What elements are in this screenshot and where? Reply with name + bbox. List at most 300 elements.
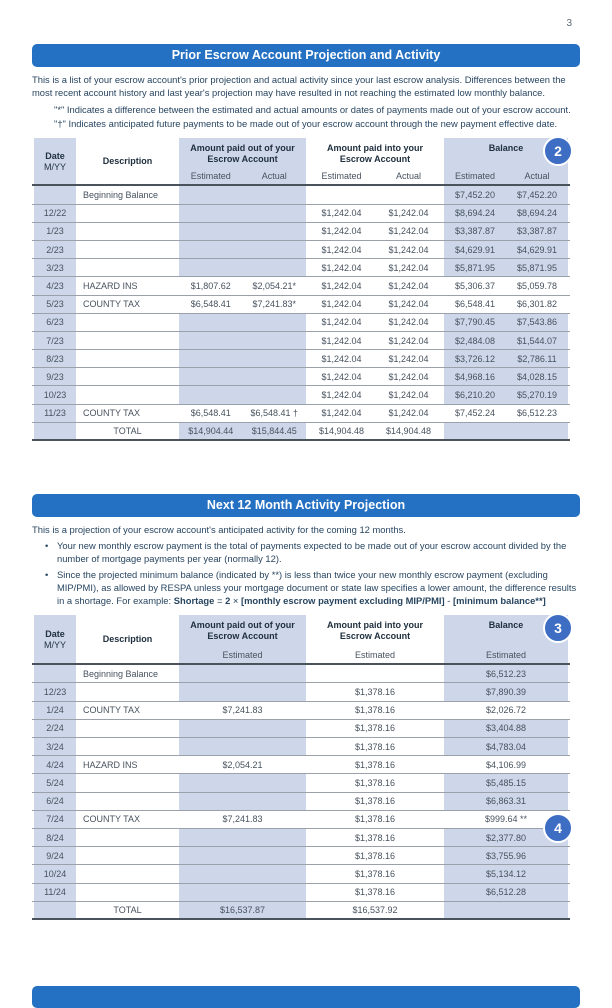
- cell-balance-estimated: $4,106.99: [485, 759, 527, 770]
- cell-date: [32, 423, 78, 439]
- cell-group-balance: [442, 665, 570, 682]
- cell-group-paid-in: [308, 720, 442, 737]
- cell-group-paid-out: [177, 386, 308, 403]
- cell-group-balance: [442, 314, 570, 331]
- bullet-marker: •: [45, 540, 49, 552]
- cell-group-balance: [442, 683, 570, 700]
- cell-date: 1/24: [32, 702, 78, 719]
- note-line: "†" Indicates anticipated future payments to be made out of your escrow account through the new payment effective date.: [54, 117, 558, 129]
- cell-paid-out-estimated: $6,548.41: [190, 299, 231, 310]
- bullet-plain-text: =: [214, 595, 226, 607]
- cell-balance-actual: $5,059.78: [516, 280, 558, 291]
- cell-paid-out-estimated: [179, 793, 306, 810]
- cell-paid-in-estimated: $1,378.16: [354, 814, 396, 825]
- cell-paid-out-estimated: [179, 829, 306, 846]
- cell-paid-out-actual: $6,548.41 †: [250, 408, 299, 419]
- table-row: [32, 884, 570, 902]
- cell-balance-estimated: $7,890.39: [485, 687, 527, 698]
- table-row: [32, 386, 570, 404]
- cell-date: 7/24: [32, 811, 78, 828]
- bullet-plain-text: -: [444, 595, 453, 607]
- table-row: [32, 811, 570, 829]
- cell-group-balance: [442, 332, 570, 349]
- cell-paid-in-estimated: $1,242.04: [321, 408, 362, 419]
- header-paid-in-actual: Actual: [395, 171, 421, 182]
- cell-description: [78, 884, 177, 901]
- cell-group-balance: [442, 350, 570, 367]
- next-section-banner: Next 12 Month Activity Projection: [32, 494, 580, 517]
- table-row: [32, 223, 570, 241]
- cell-date: [32, 665, 78, 682]
- header-paid-out-estimated: Estimated: [190, 171, 231, 182]
- cell-description: [78, 259, 177, 276]
- header-paid-in-estimated: Estimated: [321, 171, 362, 182]
- formula-bold-text: 2: [225, 595, 231, 607]
- table-row: [32, 205, 570, 223]
- cell-group-paid-in: [308, 368, 442, 385]
- cell-date: 11/24: [32, 884, 78, 901]
- cell-balance-actual: $3,387.87: [516, 226, 558, 237]
- cell-paid-in-estimated: $1,378.16: [354, 687, 396, 698]
- cell-group-balance: [442, 405, 570, 422]
- next-table-header: [32, 615, 570, 665]
- cell-group-paid-out: [177, 314, 308, 331]
- table-row: [32, 702, 570, 720]
- cell-date: 10/23: [32, 386, 78, 403]
- cell-group-paid-in: [308, 186, 442, 203]
- cell-group-paid-in: [308, 350, 442, 367]
- cell-description: COUNTY TAX: [83, 408, 141, 419]
- cell-group-balance: [442, 738, 570, 755]
- cell-group-paid-out: [177, 702, 308, 719]
- cell-paid-in-estimated: $1,378.16: [354, 832, 396, 843]
- cell-group-paid-out: [177, 368, 308, 385]
- cell-balance-estimated: $4,783.04: [485, 741, 527, 752]
- cell-balance-estimated: $5,306.37: [454, 280, 496, 291]
- cell-description: [78, 793, 177, 810]
- table-row: [32, 241, 570, 259]
- table-row: [32, 902, 570, 920]
- cell-paid-out-estimated: [179, 847, 306, 864]
- prior-section-banner: Prior Escrow Account Projection and Activity: [32, 44, 580, 67]
- header-description: Description: [102, 634, 153, 644]
- cell-date: 2/23: [32, 241, 78, 258]
- table-row: [32, 738, 570, 756]
- cell-paid-out-actual: [243, 241, 307, 258]
- header-balance-group: Balance Estimated Actual: [442, 138, 570, 184]
- cell-date: [32, 186, 78, 203]
- header-paid-out-group: Amount paid out of your Escrow Account Estimated Actual: [177, 138, 308, 184]
- cell-group-balance: [442, 756, 570, 773]
- cell-paid-in-actual: $1,242.04: [388, 280, 429, 291]
- cell-paid-in-actual: $1,242.04: [388, 353, 429, 364]
- cell-group-paid-out: [177, 277, 308, 294]
- cell-group-paid-in: [308, 665, 442, 682]
- cell-date: 12/23: [32, 683, 78, 700]
- cell-group-balance: [442, 702, 570, 719]
- cell-paid-in-actual: $1,242.04: [388, 335, 429, 346]
- cell-description: [78, 865, 177, 882]
- header-paid-in-group: Amount paid into your Escrow Account Estimated Actual: [308, 138, 442, 184]
- cell-group-paid-in: [308, 223, 442, 240]
- bullet-text-shortage-formula: [57, 568, 580, 608]
- table-row: [32, 277, 570, 295]
- cell-paid-in-actual: $1,242.04: [388, 262, 429, 273]
- note-line: "*" Indicates a difference between the estimated and actual amounts or dates of payments made out of your escrow account.: [54, 104, 571, 116]
- cell-group-paid-out: [177, 259, 308, 276]
- next-page-section-banner-partial: [32, 986, 580, 1008]
- cell-paid-in-estimated: $1,242.04: [321, 371, 362, 382]
- header-paid-out-group: Amount paid out of your Escrow Account Estimated: [177, 615, 308, 663]
- cell-group-paid-in: [308, 829, 442, 846]
- cell-group-paid-in: [308, 386, 442, 403]
- cell-balance-estimated: $2,026.72: [485, 705, 527, 716]
- cell-date: 2/24: [32, 720, 78, 737]
- cell-paid-out-estimated: [179, 259, 243, 276]
- cell-balance-estimated: [444, 902, 568, 918]
- cell-description: Beginning Balance: [83, 190, 159, 200]
- cell-group-balance: [442, 186, 570, 203]
- cell-paid-out-estimated: [179, 665, 306, 682]
- cell-balance-estimated: $7,452.24: [454, 408, 496, 419]
- cell-group-balance: [442, 720, 570, 737]
- cell-balance-estimated: $4,968.16: [454, 371, 496, 382]
- cell-balance-estimated: $2,484.08: [454, 335, 496, 346]
- next-projection-table: [32, 615, 570, 920]
- cell-paid-out-estimated: $2,054.21: [222, 759, 263, 770]
- cell-date: 10/24: [32, 865, 78, 882]
- table-row: [32, 774, 570, 792]
- cell-paid-out-estimated: [179, 186, 243, 203]
- cell-description: COUNTY TAX: [83, 299, 141, 310]
- callout-badge-4: 4: [543, 813, 573, 843]
- cell-description: COUNTY TAX: [83, 814, 141, 825]
- cell-paid-in-actual: $1,242.04: [388, 208, 429, 219]
- cell-paid-out-estimated: [179, 350, 243, 367]
- cell-paid-out-actual: $15,844.45: [251, 425, 297, 436]
- cell-date: 8/24: [32, 829, 78, 846]
- cell-group-paid-in: [308, 296, 442, 313]
- cell-group-paid-out: [177, 756, 308, 773]
- cell-group-paid-in: [308, 902, 442, 918]
- cell-group-paid-out: [177, 223, 308, 240]
- cell-paid-in-actual: $1,242.04: [388, 317, 429, 328]
- header-balance-estimated: Estimated: [485, 650, 527, 661]
- header-date: Date M/YY: [32, 615, 78, 663]
- cell-paid-in-estimated: $1,242.04: [321, 226, 362, 237]
- cell-group-paid-in: [308, 865, 442, 882]
- cell-balance-estimated: $6,210.20: [454, 390, 496, 401]
- table-row: [32, 865, 570, 883]
- cell-balance-actual: $6,512.23: [516, 408, 558, 419]
- header-balance-group: Balance Estimated: [442, 615, 570, 663]
- cell-balance-actual: $5,270.19: [516, 390, 558, 401]
- cell-description: [78, 205, 177, 222]
- cell-paid-out-estimated: [179, 386, 243, 403]
- cell-group-paid-out: [177, 847, 308, 864]
- header-paid-out-actual: Actual: [261, 171, 287, 182]
- cell-group-balance: [442, 847, 570, 864]
- callout-badge-3: 3: [543, 613, 573, 643]
- cell-balance-actual: $5,871.95: [516, 262, 558, 273]
- cell-paid-out-actual: $7,241.83*: [252, 299, 297, 310]
- cell-group-paid-in: [308, 683, 442, 700]
- cell-paid-out-actual: [243, 205, 307, 222]
- table-row: [32, 793, 570, 811]
- cell-description: Beginning Balance: [83, 668, 159, 679]
- cell-group-balance: [442, 884, 570, 901]
- cell-group-paid-out: [177, 350, 308, 367]
- header-date: Date M/YY: [32, 138, 78, 184]
- cell-group-paid-out: [177, 296, 308, 313]
- table-row: [32, 665, 570, 683]
- cell-paid-out-estimated: [179, 332, 243, 349]
- cell-group-paid-in: [308, 277, 442, 294]
- prior-section-intro: This is a list of your escrow account's prior projection and actual activity since your last escrow analysis. Differences between the most recent account history and last year's projection may have resulted in not reaching the estimated low monthly balance.: [32, 74, 566, 99]
- cell-group-paid-in: [308, 702, 442, 719]
- cell-balance-estimated: $3,404.88: [485, 723, 527, 734]
- cell-paid-in-estimated: $1,378.16: [354, 705, 396, 716]
- cell-paid-out-estimated: $6,548.41: [190, 408, 231, 419]
- cell-group-paid-out: [177, 720, 308, 737]
- cell-paid-out-estimated: $1,807.62: [190, 280, 231, 291]
- cell-balance-estimated: $3,726.12: [454, 353, 496, 364]
- cell-paid-in-estimated: $1,378.16: [354, 723, 396, 734]
- cell-paid-out-estimated: [179, 314, 243, 331]
- next-section-bullets: [32, 539, 580, 607]
- cell-paid-in-estimated: [308, 665, 442, 682]
- cell-group-paid-in: [308, 738, 442, 755]
- cell-balance-estimated: $6,512.28: [485, 887, 527, 898]
- cell-paid-out-estimated: [179, 865, 306, 882]
- cell-date: 3/23: [32, 259, 78, 276]
- table-row: [32, 847, 570, 865]
- cell-group-balance: [442, 368, 570, 385]
- cell-paid-out-actual: [243, 259, 307, 276]
- bullet-marker: •: [45, 568, 49, 580]
- prior-activity-table: [32, 138, 570, 441]
- cell-group-paid-in: [308, 205, 442, 222]
- cell-balance-estimated: $5,134.12: [485, 868, 527, 879]
- cell-balance-estimated: $5,485.15: [485, 777, 527, 788]
- page-number: 3: [566, 18, 572, 29]
- table-row: [32, 259, 570, 277]
- cell-group-paid-out: [177, 774, 308, 791]
- cell-group-paid-out: [177, 405, 308, 422]
- prior-table-header: [32, 138, 570, 186]
- cell-date: 4/24: [32, 756, 78, 773]
- cell-paid-in-estimated: $1,242.04: [321, 208, 362, 219]
- cell-balance-estimated: $6,863.31: [485, 796, 527, 807]
- cell-group-balance: [442, 205, 570, 222]
- cell-date: 12/22: [32, 205, 78, 222]
- cell-group-paid-in: [308, 259, 442, 276]
- cell-paid-out-estimated: $14,904.44: [188, 425, 234, 436]
- cell-paid-in-estimated: $14,904.48: [318, 425, 365, 436]
- cell-group-balance: [442, 259, 570, 276]
- cell-description: [78, 332, 177, 349]
- cell-paid-in-estimated: $1,242.04: [321, 335, 362, 346]
- cell-group-paid-out: [177, 811, 308, 828]
- header-balance-estimated: Estimated: [454, 171, 496, 182]
- table-row: [32, 756, 570, 774]
- cell-date: [32, 902, 78, 918]
- cell-balance-estimated: $2,377.80: [485, 832, 527, 843]
- table-row: [32, 332, 570, 350]
- cell-paid-in-estimated: $1,378.16: [354, 887, 396, 898]
- cell-date: 5/23: [32, 296, 78, 313]
- cell-group-paid-in: [308, 332, 442, 349]
- cell-paid-out-actual: [243, 332, 307, 349]
- cell-date: 3/24: [32, 738, 78, 755]
- cell-date: 4/23: [32, 277, 78, 294]
- cell-balance-actual: $4,028.15: [516, 371, 558, 382]
- table-row: [32, 296, 570, 314]
- formula-bold-text: Shortage: [173, 595, 215, 607]
- formula-bold-text: [minimum balance**]: [453, 595, 546, 607]
- cell-group-paid-out: [177, 205, 308, 222]
- cell-description: TOTAL: [113, 425, 142, 436]
- cell-description: [78, 720, 177, 737]
- cell-balance-estimated: $999.64 **: [484, 814, 528, 825]
- cell-paid-in-estimated: $1,242.04: [321, 280, 362, 291]
- cell-date: 7/23: [32, 332, 78, 349]
- cell-paid-in-estimated: $1,242.04: [321, 353, 362, 364]
- next-section-intro: This is a projection of your escrow account's anticipated activity for the coming 12 months.: [32, 524, 406, 536]
- table-row: [32, 683, 570, 701]
- cell-group-paid-out: [177, 738, 308, 755]
- cell-group-paid-in: [308, 241, 442, 258]
- cell-group-paid-in: [308, 884, 442, 901]
- cell-group-balance: [442, 902, 570, 918]
- cell-paid-out-estimated: [179, 774, 306, 791]
- cell-description: [78, 350, 177, 367]
- cell-group-balance: [442, 223, 570, 240]
- cell-balance-estimated: $3,387.87: [454, 226, 496, 237]
- cell-date: 8/23: [32, 350, 78, 367]
- bullet-text: Your new monthly escrow payment is the total of payments expected to be made out of your escrow account divided by the number of mortgage payments per year (normally 12).: [57, 540, 567, 565]
- cell-balance-estimated: $4,629.91: [454, 244, 496, 255]
- cell-description: [78, 368, 177, 385]
- cell-paid-in-estimated: $1,378.16: [354, 868, 396, 879]
- cell-date: 1/23: [32, 223, 78, 240]
- callout-badge-2: 2: [543, 136, 573, 166]
- cell-description: [78, 829, 177, 846]
- cell-paid-out-actual: [243, 368, 307, 385]
- cell-group-paid-out: [177, 683, 308, 700]
- cell-paid-out-estimated: [179, 738, 306, 755]
- formula-bold-text: [monthly escrow payment excluding MIP/PMI]: [240, 595, 445, 607]
- cell-paid-in-estimated: $1,242.04: [321, 244, 362, 255]
- cell-paid-in-actual: $1,242.04: [388, 390, 429, 401]
- cell-balance-actual: $8,694.24: [516, 208, 558, 219]
- cell-balance-estimated: $7,452.20: [454, 190, 496, 200]
- table-row: [32, 423, 570, 441]
- cell-description: HAZARD INS: [83, 280, 138, 291]
- cell-group-balance: [442, 865, 570, 882]
- cell-paid-out-actual: [243, 314, 307, 331]
- cell-balance-actual: $2,786.11: [517, 353, 557, 364]
- cell-group-paid-in: [308, 405, 442, 422]
- cell-group-paid-out: [177, 902, 308, 918]
- bullet-plain-text: Since the projected minimum balance (indicated by **) is less than twice your new monthly escrow payment (excluding MIP/PMI), as allowed by RESPA unless your mortgage document or state law specifies a lower amount, the difference results in a shortage. For example:: [57, 568, 577, 607]
- cell-group-paid-out: [177, 793, 308, 810]
- header-paid-in-estimated: Estimated: [354, 650, 396, 661]
- cell-balance-estimated: $5,871.95: [454, 262, 496, 273]
- cell-paid-out-actual: [243, 223, 307, 240]
- cell-date: 5/24: [32, 774, 78, 791]
- cell-paid-in-estimated: $16,537.92: [352, 904, 398, 915]
- cell-group-paid-out: [177, 829, 308, 846]
- cell-balance-estimated: $6,548.41: [454, 299, 496, 310]
- cell-description: COUNTY TAX: [83, 705, 141, 716]
- cell-description: [78, 223, 177, 240]
- cell-balance-estimated: $7,790.45: [454, 317, 496, 328]
- cell-balance-actual: $4,629.91: [516, 244, 558, 255]
- cell-group-paid-out: [177, 241, 308, 258]
- header-paid-out-estimated: Estimated: [222, 650, 263, 661]
- table-row: [32, 720, 570, 738]
- cell-group-paid-out: [177, 865, 308, 882]
- table-row: [32, 368, 570, 386]
- cell-balance-actual: $6,301.82: [516, 299, 558, 310]
- cell-group-balance: [442, 386, 570, 403]
- cell-group-balance: [442, 423, 570, 439]
- cell-group-balance: [442, 277, 570, 294]
- bullet-item: [45, 539, 580, 565]
- cell-paid-out-estimated: [179, 223, 243, 240]
- cell-paid-out-actual: $2,054.21*: [252, 280, 297, 291]
- cell-group-paid-out: [177, 423, 308, 439]
- cell-group-paid-in: [308, 756, 442, 773]
- table-row: [32, 405, 570, 423]
- cell-group-balance: [442, 241, 570, 258]
- cell-paid-out-estimated: [179, 884, 306, 901]
- cell-paid-out-estimated: $16,537.87: [219, 904, 266, 915]
- header-description: Description: [102, 156, 153, 167]
- cell-paid-in-actual: $1,242.04: [388, 299, 429, 310]
- bullet-item: [45, 568, 580, 608]
- cell-paid-out-estimated: $7,241.83: [222, 814, 263, 825]
- bullet-plain-text: ×: [230, 595, 241, 607]
- cell-group-paid-out: [177, 186, 308, 203]
- cell-paid-in-estimated: $1,378.16: [354, 796, 396, 807]
- cell-balance-actual: $7,543.86: [516, 317, 558, 328]
- cell-paid-in-actual: $1,242.04: [388, 371, 429, 382]
- prior-section-notes: [32, 103, 580, 130]
- cell-paid-in-estimated: $1,242.04: [321, 262, 362, 273]
- cell-paid-out-actual: [243, 350, 307, 367]
- cell-paid-in-estimated: $1,242.04: [321, 317, 362, 328]
- table-row: [32, 314, 570, 332]
- cell-balance-actual: $1,544.07: [516, 335, 558, 346]
- cell-paid-out-estimated: $7,241.83: [222, 705, 263, 716]
- cell-paid-out-estimated: [179, 368, 243, 385]
- cell-paid-in-actual: [375, 186, 442, 203]
- cell-group-balance: [442, 793, 570, 810]
- cell-balance-actual: [506, 423, 568, 439]
- cell-balance-estimated: $8,694.24: [454, 208, 496, 219]
- cell-date: 9/24: [32, 847, 78, 864]
- cell-description: [78, 314, 177, 331]
- cell-group-paid-in: [308, 793, 442, 810]
- cell-paid-in-actual: $14,904.48: [385, 425, 432, 436]
- cell-paid-out-actual: [243, 186, 307, 203]
- cell-balance-estimated: $6,512.23: [485, 668, 527, 679]
- cell-paid-in-actual: $1,242.04: [388, 226, 429, 237]
- cell-paid-in-estimated: $1,378.16: [354, 777, 396, 788]
- cell-group-paid-in: [308, 314, 442, 331]
